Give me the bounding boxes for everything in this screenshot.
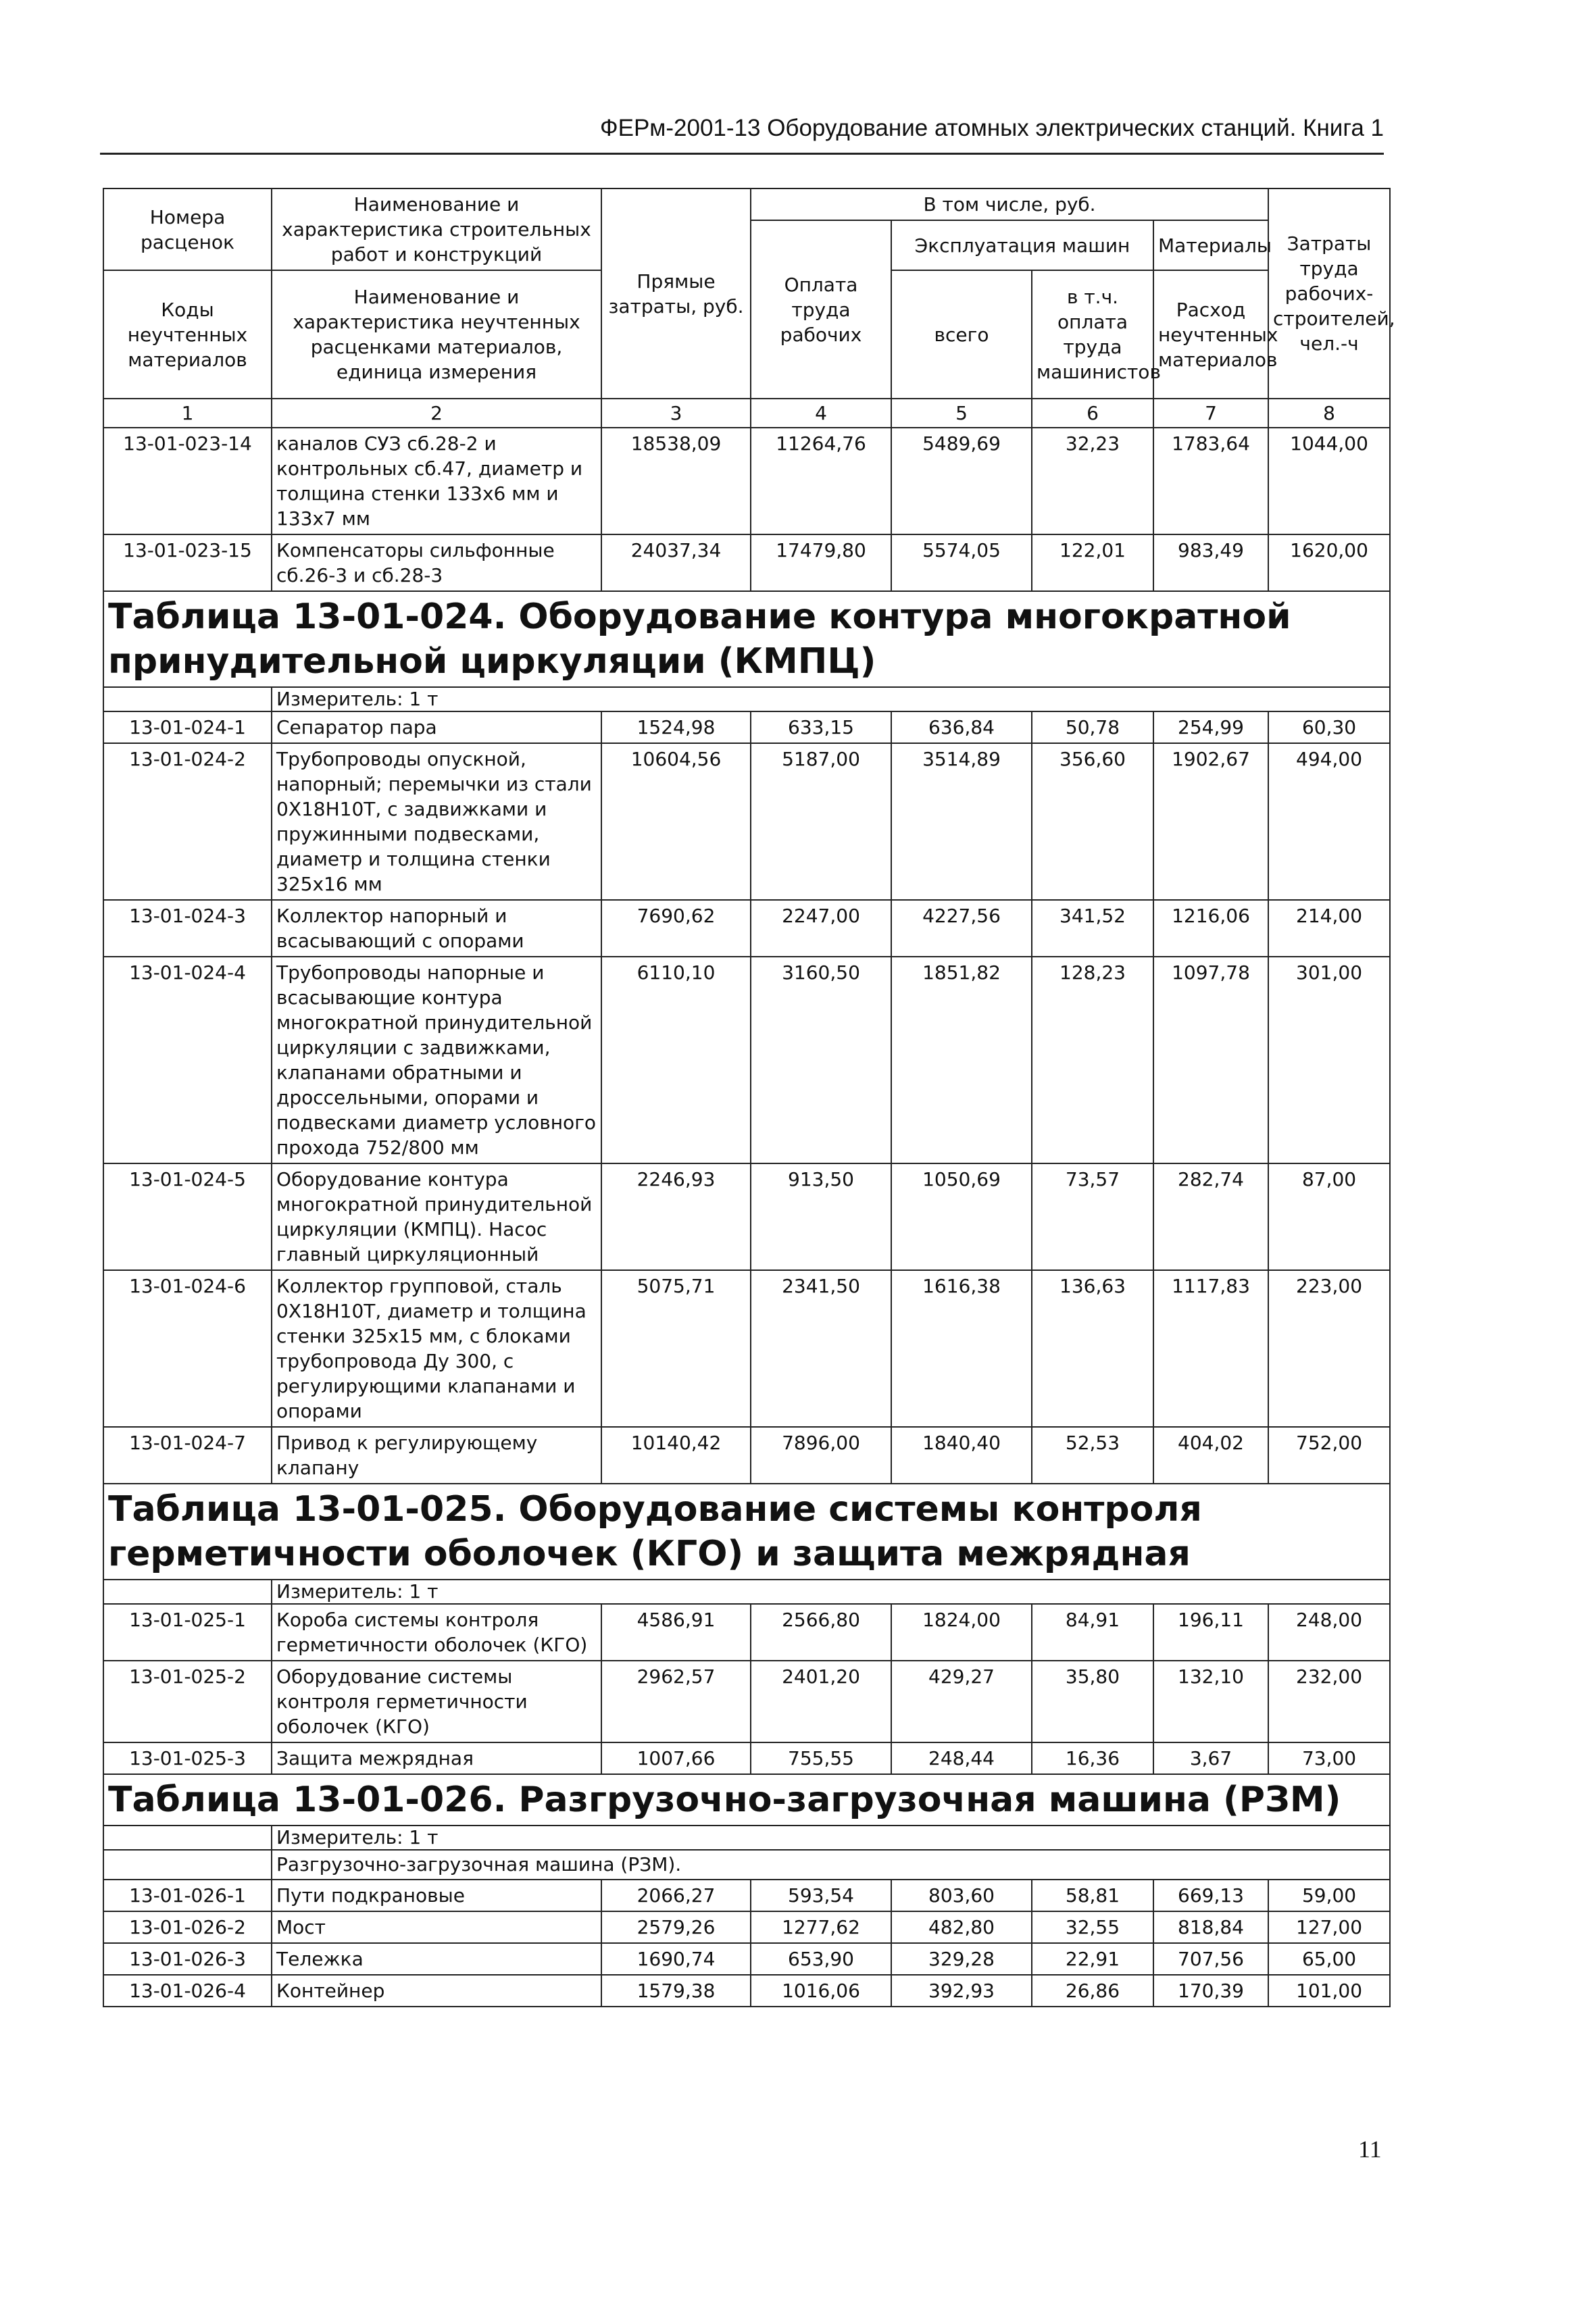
operator-pay-value: 73,57	[1032, 1163, 1153, 1270]
machines-total-value: 1840,40	[891, 1427, 1032, 1484]
group-label: Разгрузочно-загрузочная машина (РЗМ).	[272, 1850, 1390, 1880]
worker-pay-value: 7896,00	[751, 1427, 891, 1484]
work-description: Оборудование контура многократной принудительной циркуляции (КМПЦ). Насос главный циркуляционный	[272, 1163, 601, 1270]
machines-total-value: 1050,69	[891, 1163, 1032, 1270]
table-row	[103, 1270, 1390, 1427]
rate-code: 13-01-026-1	[103, 1880, 272, 1911]
labor-costs-value: 214,00	[1268, 900, 1390, 957]
measure-unit: Измеритель: 1 т	[272, 1826, 1390, 1850]
measure-row	[103, 687, 1390, 711]
materials-value: 1216,06	[1153, 900, 1268, 957]
header-rate-numbers: Номера расценок	[103, 188, 272, 270]
rate-code: 13-01-024-3	[103, 900, 272, 957]
table-row	[103, 743, 1390, 900]
column-number: 2	[272, 399, 601, 428]
measure-row	[103, 1580, 1390, 1604]
header-work-name: Наименование и характеристика строительных работ и конструкций	[272, 188, 601, 270]
operator-pay-value: 136,63	[1032, 1270, 1153, 1427]
operator-pay-value: 58,81	[1032, 1880, 1153, 1911]
header-operator-pay: в т.ч. оплата труда машинистов	[1032, 270, 1153, 399]
table-row	[103, 1975, 1390, 2007]
table-row	[103, 711, 1390, 743]
direct-costs-value: 1007,66	[601, 1742, 751, 1774]
worker-pay-value: 653,90	[751, 1943, 891, 1975]
machines-total-value: 429,27	[891, 1661, 1032, 1742]
work-description: Коллектор напорный и всасывающий с опорами	[272, 900, 601, 957]
rate-code: 13-01-023-14	[103, 428, 272, 534]
work-description: Защита межрядная	[272, 1742, 601, 1774]
labor-costs-value: 232,00	[1268, 1661, 1390, 1742]
direct-costs-value: 1690,74	[601, 1943, 751, 1975]
table-row	[103, 1911, 1390, 1943]
work-description: Трубопроводы опускной, напорный; перемычки из стали 0Х18Н10Т, с задвижками и пружинными подвесками, диаметр и толщина стенки 325х16 мм	[272, 743, 601, 900]
work-description: Трубопроводы напорные и всасывающие контура многократной принудительной циркуляции с задвижками, клапанами обратными и дроссельными, опорами и подвесками диаметр условного прохода 752/800 мм	[272, 957, 601, 1163]
worker-pay-value: 1277,62	[751, 1911, 891, 1943]
group-blank	[103, 1850, 272, 1880]
header-machine-operation: Эксплуатация машин	[891, 220, 1153, 270]
column-number: 5	[891, 399, 1032, 428]
table-row	[103, 1604, 1390, 1661]
materials-value: 170,39	[1153, 1975, 1268, 2007]
direct-costs-value: 4586,91	[601, 1604, 751, 1661]
worker-pay-value: 11264,76	[751, 428, 891, 534]
rate-code: 13-01-026-4	[103, 1975, 272, 2007]
labor-costs-value: 1620,00	[1268, 534, 1390, 591]
machines-total-value: 803,60	[891, 1880, 1032, 1911]
labor-costs-value: 60,30	[1268, 711, 1390, 743]
table-section-title: Таблица 13-01-026. Разгрузочно-загрузочная машина (РЗМ)	[103, 1774, 1390, 1826]
operator-pay-value: 52,53	[1032, 1427, 1153, 1484]
header-materials: Материалы	[1153, 220, 1268, 270]
machines-total-value: 1851,82	[891, 957, 1032, 1163]
header-material-names: Наименование и характеристика неучтенных расценками материалов, единица измерения	[272, 270, 601, 399]
table-section-title: Таблица 13-01-024. Оборудование контура многократной принудительной циркуляции (КМПЦ)	[103, 591, 1390, 687]
machines-total-value: 5574,05	[891, 534, 1032, 591]
column-number: 6	[1032, 399, 1153, 428]
materials-value: 983,49	[1153, 534, 1268, 591]
table-row	[103, 1661, 1390, 1742]
rate-code: 13-01-024-5	[103, 1163, 272, 1270]
operator-pay-value: 122,01	[1032, 534, 1153, 591]
rate-code: 13-01-024-7	[103, 1427, 272, 1484]
column-number: 3	[601, 399, 751, 428]
labor-costs-value: 65,00	[1268, 1943, 1390, 1975]
worker-pay-value: 5187,00	[751, 743, 891, 900]
table-row	[103, 1880, 1390, 1911]
rate-code: 13-01-024-4	[103, 957, 272, 1163]
direct-costs-value: 1579,38	[601, 1975, 751, 2007]
materials-value: 404,02	[1153, 1427, 1268, 1484]
rate-code: 13-01-024-1	[103, 711, 272, 743]
materials-value: 1783,64	[1153, 428, 1268, 534]
header-material-codes: Коды неучтенных материалов	[103, 270, 272, 399]
direct-costs-value: 7690,62	[601, 900, 751, 957]
materials-value: 669,13	[1153, 1880, 1268, 1911]
materials-value: 3,67	[1153, 1742, 1268, 1774]
direct-costs-value: 2246,93	[601, 1163, 751, 1270]
operator-pay-value: 26,86	[1032, 1975, 1153, 2007]
direct-costs-value: 10140,42	[601, 1427, 751, 1484]
column-number: 4	[751, 399, 891, 428]
rate-code: 13-01-023-15	[103, 534, 272, 591]
direct-costs-value: 10604,56	[601, 743, 751, 900]
operator-pay-value: 32,23	[1032, 428, 1153, 534]
machines-total-value: 248,44	[891, 1742, 1032, 1774]
worker-pay-value: 1016,06	[751, 1975, 891, 2007]
operator-pay-value: 84,91	[1032, 1604, 1153, 1661]
work-description: Пути подкрановые	[272, 1880, 601, 1911]
labor-costs-value: 494,00	[1268, 743, 1390, 900]
header-labor-costs: Затраты труда рабочих-строителей, чел.-ч	[1268, 188, 1390, 399]
work-description: Компенсаторы сильфонные сб.26-3 и сб.28-3	[272, 534, 601, 591]
direct-costs-value: 5075,71	[601, 1270, 751, 1427]
direct-costs-value: 18538,09	[601, 428, 751, 534]
materials-value: 254,99	[1153, 711, 1268, 743]
table-row	[103, 1742, 1390, 1774]
worker-pay-value: 2341,50	[751, 1270, 891, 1427]
header-worker-pay: Оплата труда рабочих	[751, 220, 891, 399]
table-section-title: Таблица 13-01-025. Оборудование системы контроля герметичности оболочек (КГО) и защита межрядная	[103, 1484, 1390, 1580]
table-row	[103, 1163, 1390, 1270]
machines-total-value: 4227,56	[891, 900, 1032, 957]
work-description: Мост	[272, 1911, 601, 1943]
measure-unit: Измеритель: 1 т	[272, 1580, 1390, 1604]
header-machines-total: всего	[891, 270, 1032, 399]
materials-value: 1902,67	[1153, 743, 1268, 900]
worker-pay-value: 593,54	[751, 1880, 891, 1911]
worker-pay-value: 755,55	[751, 1742, 891, 1774]
labor-costs-value: 127,00	[1268, 1911, 1390, 1943]
work-description: каналов СУЗ сб.28-2 и контрольных сб.47, диаметр и толщина стенки 133х6 мм и 133х7 мм	[272, 428, 601, 534]
machines-total-value: 1824,00	[891, 1604, 1032, 1661]
worker-pay-value: 3160,50	[751, 957, 891, 1163]
labor-costs-value: 1044,00	[1268, 428, 1390, 534]
measure-blank	[103, 687, 272, 711]
measure-row	[103, 1826, 1390, 1850]
operator-pay-value: 32,55	[1032, 1911, 1153, 1943]
worker-pay-value: 2247,00	[751, 900, 891, 957]
operator-pay-value: 356,60	[1032, 743, 1153, 900]
work-description: Привод к регулирующему клапану	[272, 1427, 601, 1484]
labor-costs-value: 87,00	[1268, 1163, 1390, 1270]
materials-value: 818,84	[1153, 1911, 1268, 1943]
labor-costs-value: 301,00	[1268, 957, 1390, 1163]
operator-pay-value: 341,52	[1032, 900, 1153, 957]
machines-total-value: 5489,69	[891, 428, 1032, 534]
header-including: В том числе, руб.	[751, 188, 1268, 220]
labor-costs-value: 101,00	[1268, 1975, 1390, 2007]
labor-costs-value: 752,00	[1268, 1427, 1390, 1484]
column-numbers-row	[103, 399, 1390, 428]
machines-total-value: 329,28	[891, 1943, 1032, 1975]
work-description: Короба системы контроля герметичности оболочек (КГО)	[272, 1604, 601, 1661]
column-number: 8	[1268, 399, 1390, 428]
rate-code: 13-01-024-2	[103, 743, 272, 900]
operator-pay-value: 35,80	[1032, 1661, 1153, 1742]
materials-value: 707,56	[1153, 1943, 1268, 1975]
direct-costs-value: 6110,10	[601, 957, 751, 1163]
worker-pay-value: 913,50	[751, 1163, 891, 1270]
work-description: Оборудование системы контроля герметичности оболочек (КГО)	[272, 1661, 601, 1742]
operator-pay-value: 22,91	[1032, 1943, 1153, 1975]
table-section-title-row	[103, 591, 1390, 687]
labor-costs-value: 248,00	[1268, 1604, 1390, 1661]
table-row	[103, 1427, 1390, 1484]
labor-costs-value: 59,00	[1268, 1880, 1390, 1911]
direct-costs-value: 2579,26	[601, 1911, 751, 1943]
column-number: 7	[1153, 399, 1268, 428]
machines-total-value: 1616,38	[891, 1270, 1032, 1427]
measure-blank	[103, 1826, 272, 1850]
work-description: Коллектор групповой, сталь 0Х18Н10Т, диаметр и толщина стенки 325х15 мм, с блоками трубопровода Ду 300, с регулирующими клапанами и опорами	[272, 1270, 601, 1427]
measure-blank	[103, 1580, 272, 1604]
rate-code: 13-01-025-2	[103, 1661, 272, 1742]
materials-value: 1117,83	[1153, 1270, 1268, 1427]
direct-costs-value: 2066,27	[601, 1880, 751, 1911]
direct-costs-value: 24037,34	[601, 534, 751, 591]
table-row	[103, 428, 1390, 534]
rate-code: 13-01-024-6	[103, 1270, 272, 1427]
labor-costs-value: 223,00	[1268, 1270, 1390, 1427]
work-description: Сепаратор пара	[272, 711, 601, 743]
direct-costs-value: 1524,98	[601, 711, 751, 743]
worker-pay-value: 2566,80	[751, 1604, 891, 1661]
direct-costs-value: 2962,57	[601, 1661, 751, 1742]
materials-value: 132,10	[1153, 1661, 1268, 1742]
labor-costs-value: 73,00	[1268, 1742, 1390, 1774]
table-row	[103, 900, 1390, 957]
rate-code: 13-01-025-3	[103, 1742, 272, 1774]
rate-code: 13-01-026-3	[103, 1943, 272, 1975]
rate-code: 13-01-026-2	[103, 1911, 272, 1943]
table-row	[103, 957, 1390, 1163]
work-description: Контейнер	[272, 1975, 601, 2007]
rate-code: 13-01-025-1	[103, 1604, 272, 1661]
operator-pay-value: 16,36	[1032, 1742, 1153, 1774]
table-row	[103, 1943, 1390, 1975]
operator-pay-value: 128,23	[1032, 957, 1153, 1163]
page-number: 11	[1358, 2136, 1382, 2163]
operator-pay-value: 50,78	[1032, 711, 1153, 743]
measure-unit: Измеритель: 1 т	[272, 687, 1390, 711]
column-number: 1	[103, 399, 272, 428]
group-row	[103, 1850, 1390, 1880]
machines-total-value: 636,84	[891, 711, 1032, 743]
header-material-consumption: Расход неучтенных материалов	[1153, 270, 1268, 399]
materials-value: 196,11	[1153, 1604, 1268, 1661]
worker-pay-value: 17479,80	[751, 534, 891, 591]
machines-total-value: 482,80	[891, 1911, 1032, 1943]
table-section-title-row	[103, 1774, 1390, 1826]
materials-value: 282,74	[1153, 1163, 1268, 1270]
running-header	[100, 114, 1384, 155]
worker-pay-value: 633,15	[751, 711, 891, 743]
work-description: Тележка	[272, 1943, 601, 1975]
rates-table	[103, 188, 1395, 2007]
machines-total-value: 3514,89	[891, 743, 1032, 900]
running-header-title: ФЕРм-2001-13 Оборудование атомных электрических станций. Книга 1	[600, 115, 1384, 141]
worker-pay-value: 2401,20	[751, 1661, 891, 1742]
machines-total-value: 392,93	[891, 1975, 1032, 2007]
table-row	[103, 534, 1390, 591]
table-section-title-row	[103, 1484, 1390, 1580]
materials-value: 1097,78	[1153, 957, 1268, 1163]
header-direct-costs: Прямые затраты, руб.	[601, 188, 751, 399]
